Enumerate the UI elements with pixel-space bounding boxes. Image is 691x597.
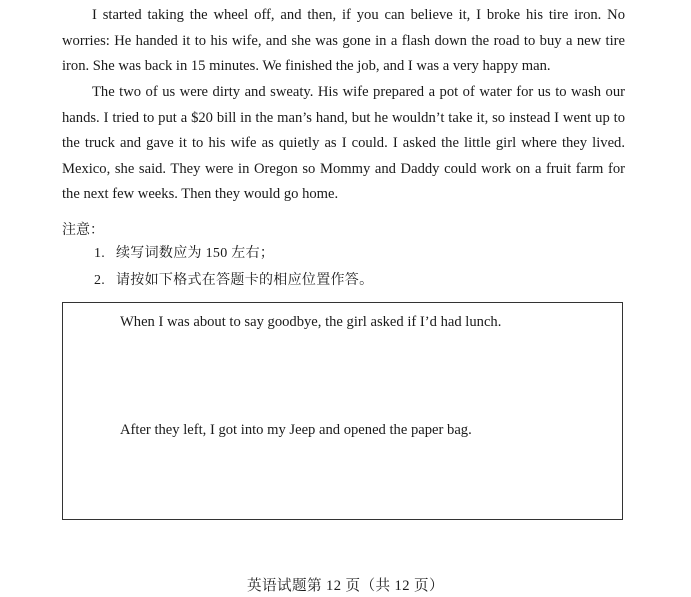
notes-label: 注意： <box>62 223 104 238</box>
note-item-1 <box>94 245 274 263</box>
note-item-text: 请按如下格式在答题卡的相应位置作答。 <box>116 273 374 288</box>
continuation-prompt-1: When I was about to say goodbye, the girl asked if I’d had lunch. <box>120 314 502 330</box>
note-item-number: 2. <box>94 273 106 288</box>
story-paragraph-2: The two of us were dirty and sweaty. His wife prepared a pot of water for us to wash our hands. I tried to put a $20 bill in the man’s hand, but he wouldn’t take it, so instead I went up to the truck and gave it to his wife as quietly as I could. I asked the little girl where they lived. Mexico, she said. They were in Oregon so Mommy and Daddy could work on a fruit farm for the next few weeks. Then they would go home. <box>62 84 625 203</box>
note-item-number: 1. <box>94 246 106 261</box>
note-item-2 <box>94 272 373 290</box>
answer-box <box>62 302 623 520</box>
story-paragraph-1: I started taking the wheel off, and then, if you can believe it, I broke his tire iron. No worries: He handed it to his wife, and she was gone in a flash down the road to buy a new tire iron. She was back in 15 minutes. We finished the job, and I was a very happy man. <box>62 7 625 75</box>
page-footer: 英语试题第 12 页（共 12 页） <box>247 578 444 594</box>
continuation-prompt-2: After they left, I got into my Jeep and opened the paper bag. <box>120 422 472 438</box>
note-item-text: 续写词数应为 150 左右； <box>116 246 275 261</box>
